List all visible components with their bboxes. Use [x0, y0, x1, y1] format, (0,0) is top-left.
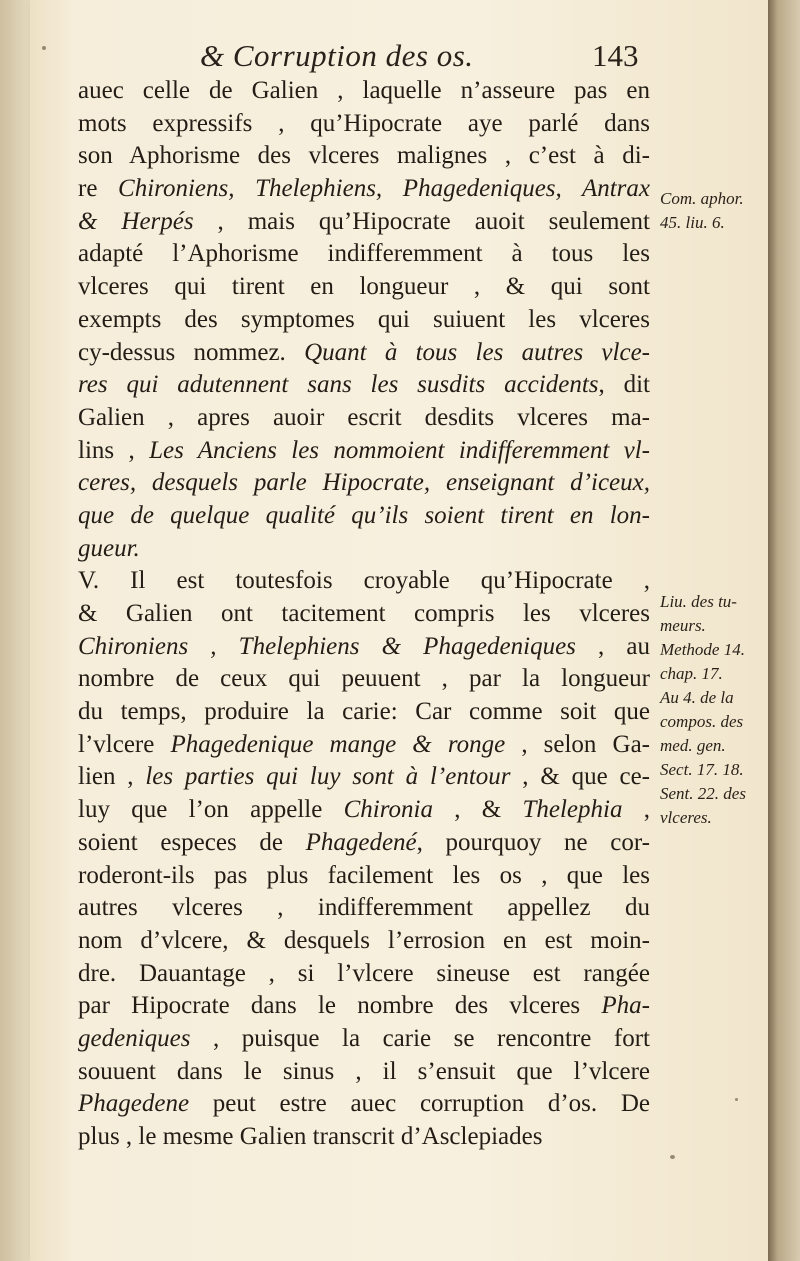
italic-text-segment: & Herpés: [78, 207, 194, 235]
margin-note-line: Sent. 22. des: [660, 784, 746, 803]
text-segment: par Hipocrate dans le nombre des vlceres: [78, 992, 602, 1020]
margin-note-line: Sect. 17. 18.: [660, 760, 744, 779]
italic-text-segment: Phagedene: [78, 1090, 190, 1118]
text-segment: lien ,: [78, 763, 146, 791]
italic-text-segment: Phagedené: [305, 828, 417, 856]
text-line: [78, 108, 650, 141]
italic-text-segment: les parties qui luy sont à l’entour: [145, 763, 511, 791]
text-segment: plus , le mesme Galien transcrit d’Asclepiades: [78, 1123, 543, 1150]
page-right-edge: [768, 0, 800, 1261]
text-segment: dre. Dauantage , si l’vlcere sineuse est rangée: [78, 959, 650, 987]
margin-note-line: chap. 17.: [660, 664, 723, 683]
italic-text-segment: Quant à tous les autres vlce-: [304, 338, 650, 366]
text-line: [78, 173, 650, 206]
text-segment: peut estre auec corruption d’os. De: [189, 1090, 650, 1118]
italic-text-segment: res qui adutennent sans les susdits accidents: [78, 371, 599, 399]
text-segment: , dit: [598, 371, 650, 399]
text-line: [78, 304, 650, 337]
text-segment: Galien , apres auoir escrit desdits vlceres ma-: [78, 403, 650, 431]
margin-note-line: meurs.: [660, 616, 706, 635]
margin-note-commentary: [660, 187, 772, 235]
text-line: [78, 75, 650, 108]
text-segment: V. Il est toutesfois croyable qu’Hipocrate ,: [78, 567, 650, 595]
text-line: [78, 958, 650, 991]
italic-text-segment: Thelephia: [522, 796, 623, 824]
text-segment: , mais qu’Hipocrate auoit seulement: [193, 207, 650, 235]
italic-text-segment: gueur.: [78, 534, 140, 562]
text-line: [78, 696, 650, 729]
text-line: [78, 827, 650, 860]
margin-note-line: med. gen.: [660, 736, 726, 755]
margin-note-line: Methode 14.: [660, 640, 745, 659]
text-segment: & Galien ont tacitement compris les vlceres: [78, 600, 650, 627]
text-line: [78, 238, 650, 271]
italic-text-segment: Les Anciens les nommoient indifferemment vl-: [149, 436, 650, 464]
text-segment: vlceres qui tirent en longueur , & qui sont: [78, 273, 650, 301]
text-line: [78, 337, 650, 370]
running-title: & Corruption des os.: [200, 38, 474, 73]
italic-text-segment: Phagedenique mange & ronge: [170, 730, 506, 758]
text-line: [78, 1121, 650, 1154]
italic-text-segment: que de quelque qualité qu’ils soient tirent en lon-: [78, 501, 650, 529]
text-segment: son Aphorisme des vlceres malignes , c’est à di-: [78, 142, 650, 170]
text-segment: roderont-ils pas plus facilement les os , que les: [78, 861, 650, 889]
text-line: [78, 892, 650, 925]
text-line: [78, 598, 650, 631]
text-line: [78, 1056, 650, 1089]
italic-text-segment: Chironia: [343, 796, 433, 824]
text-line: [78, 533, 650, 566]
italic-text-segment: ceres, desquels parle Hipocrate, enseignant d’iceux,: [78, 469, 650, 497]
text-line: [78, 402, 650, 435]
text-segment: , &: [432, 796, 523, 824]
text-segment: auec celle de Galien , laquelle n’asseure pas en: [78, 77, 650, 104]
ink-speck: [670, 1155, 675, 1159]
text-segment: l’vlcere: [78, 730, 171, 758]
margin-note-line: Au 4. de la: [660, 688, 734, 707]
text-line: [78, 369, 650, 402]
text-segment: nombre de ceux qui peuuent , par la longueur: [78, 665, 650, 693]
page-number: 143: [592, 38, 639, 73]
margin-note-line: compos. des: [660, 712, 744, 731]
text-line: [78, 271, 650, 304]
text-segment: lins ,: [78, 436, 150, 464]
text-segment: nom d’vlcere, & desquels l’errosion en est moin-: [78, 926, 650, 954]
text-line: [78, 140, 650, 173]
text-line: [78, 631, 650, 664]
text-segment: adapté l’Aphorisme indifferemment à tous les: [78, 240, 650, 268]
text-line: [78, 794, 650, 827]
text-line: [78, 925, 650, 958]
page-left-edge: [0, 0, 30, 1261]
text-line: [78, 663, 650, 696]
ink-speck: [42, 46, 46, 50]
text-line: [78, 860, 650, 893]
text-segment: soient especes de: [78, 828, 306, 856]
margin-note-line: 45. liu. 6.: [660, 213, 725, 232]
italic-text-segment: Pha-: [601, 992, 650, 1020]
italic-text-segment: Chironiens , Thelephiens & Phagedeniques: [78, 632, 576, 660]
text-line: [78, 1088, 650, 1121]
italic-text-segment: gedeniques: [78, 1024, 191, 1052]
text-line: [78, 1023, 650, 1056]
margin-note-line: Liu. des tu-: [660, 592, 737, 611]
text-line: [78, 500, 650, 533]
ink-speck: [735, 1098, 738, 1101]
italic-text-segment: Chironiens, Thelephiens, Phagedeniques, Antrax: [118, 175, 650, 203]
text-line: [78, 206, 650, 239]
margin-note-references: [660, 590, 772, 830]
text-segment: exempts des symptomes qui suiuent les vlceres: [78, 305, 650, 333]
text-segment: luy que l’on appelle: [78, 796, 344, 824]
text-line: [78, 729, 650, 762]
text-segment: du temps, produire la carie: Car comme soit que: [78, 698, 650, 726]
text-line: [78, 435, 650, 468]
margin-note-line: Com. aphor.: [660, 189, 744, 208]
text-segment: , au: [575, 632, 650, 660]
body-text: [78, 75, 650, 1154]
text-segment: , puisque la carie se rencontre fort: [190, 1024, 650, 1052]
text-segment: cy-dessus nommez.: [78, 338, 305, 366]
text-line: [78, 467, 650, 500]
text-segment: autres vlceres , indifferemment appellez du: [78, 894, 650, 922]
text-segment: mots expressifs , qu’Hipocrate aye parlé dans: [78, 109, 650, 137]
margin-note-line: vlceres.: [660, 808, 712, 827]
text-segment: re: [78, 175, 119, 203]
text-line: [78, 761, 650, 794]
text-segment: , selon Ga-: [505, 730, 650, 758]
text-segment: , & que ce-: [510, 763, 650, 791]
text-segment: , pourquoy ne cor-: [416, 828, 650, 856]
text-line: [78, 990, 650, 1023]
text-segment: ,: [622, 796, 650, 824]
text-segment: souuent dans le sinus , il s’ensuit que l’vlcere: [78, 1057, 650, 1085]
text-line: [78, 565, 650, 598]
